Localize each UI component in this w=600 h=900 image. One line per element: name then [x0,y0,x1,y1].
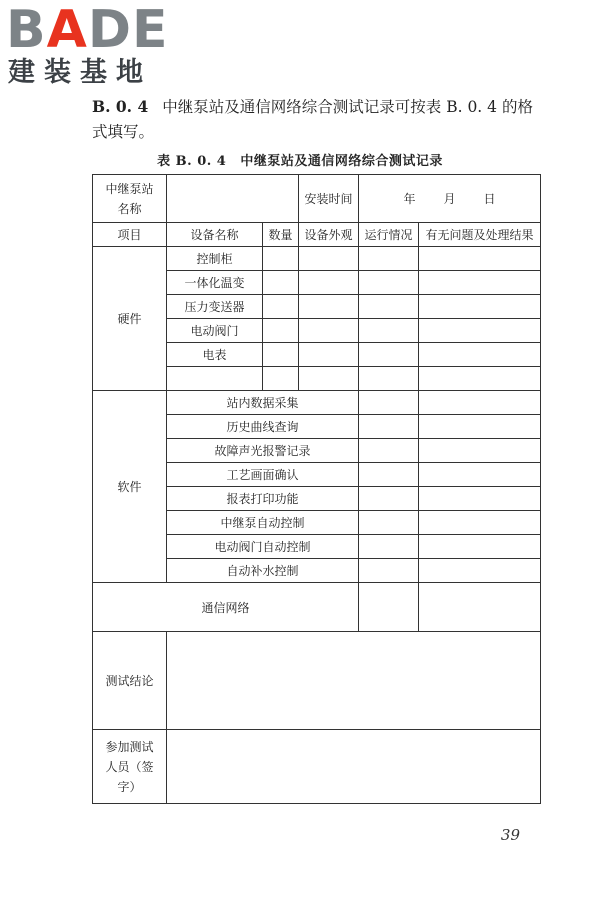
page-number: 39 [500,826,520,844]
logo-wordmark: BADE [6,0,169,60]
software-item: 电动阀门自动控制 [167,535,359,559]
test-record-table [92,174,541,804]
header-cell: 运行情况 [359,223,419,247]
conclusion-label: 测试结论 [93,632,167,730]
station-name-label: 中继泵站名称 [93,175,167,223]
header-cell: 有无问题及处理结果 [419,223,541,247]
section-code: B. 0. 4 [92,97,149,116]
hardware-item: 一体化温变 [167,271,263,295]
table-row [93,247,541,271]
hardware-item: 电表 [167,343,263,367]
software-item: 历史曲线查询 [167,415,359,439]
table-row [93,583,541,632]
hardware-label: 硬件 [93,247,167,391]
software-label: 软件 [93,391,167,583]
header-cell: 设备名称 [167,223,263,247]
header-cell: 设备外观 [299,223,359,247]
header-cell: 数量 [263,223,299,247]
logo-subtitle: 建装基地 [8,57,152,88]
header-row [93,223,541,247]
table-row [93,175,541,223]
conclusion-value [167,632,541,730]
intro-text: 中继泵站及通信网络综合测试记录可按表 B. 0. 4 的格式填写。 [92,98,533,141]
hardware-item: 控制柜 [167,247,263,271]
station-name-value [167,175,299,223]
table-row [93,632,541,730]
software-item: 故障声光报警记录 [167,439,359,463]
intro-paragraph [92,94,547,145]
install-time-label: 安装时间 [299,175,359,223]
hardware-item: 压力变送器 [167,295,263,319]
network-label: 通信网络 [93,583,359,632]
software-item: 站内数据采集 [167,391,359,415]
software-item: 工艺画面确认 [167,463,359,487]
install-time-value: 年 月 日 [359,175,541,223]
software-item: 中继泵自动控制 [167,511,359,535]
table-row [93,730,541,804]
table-caption [0,150,600,169]
hardware-item: 电动阀门 [167,319,263,343]
hardware-item [167,367,263,391]
header-cell: 项目 [93,223,167,247]
logo [6,0,176,90]
table-title: 中继泵站及通信网络综合测试记录 [240,154,443,169]
table-row [93,391,541,415]
software-item: 自动补水控制 [167,559,359,583]
personnel-signature [167,730,541,804]
table-code: 表 B. 0. 4 [157,154,227,169]
software-item: 报表打印功能 [167,487,359,511]
personnel-label: 参加测试人员（签字） [93,730,167,804]
